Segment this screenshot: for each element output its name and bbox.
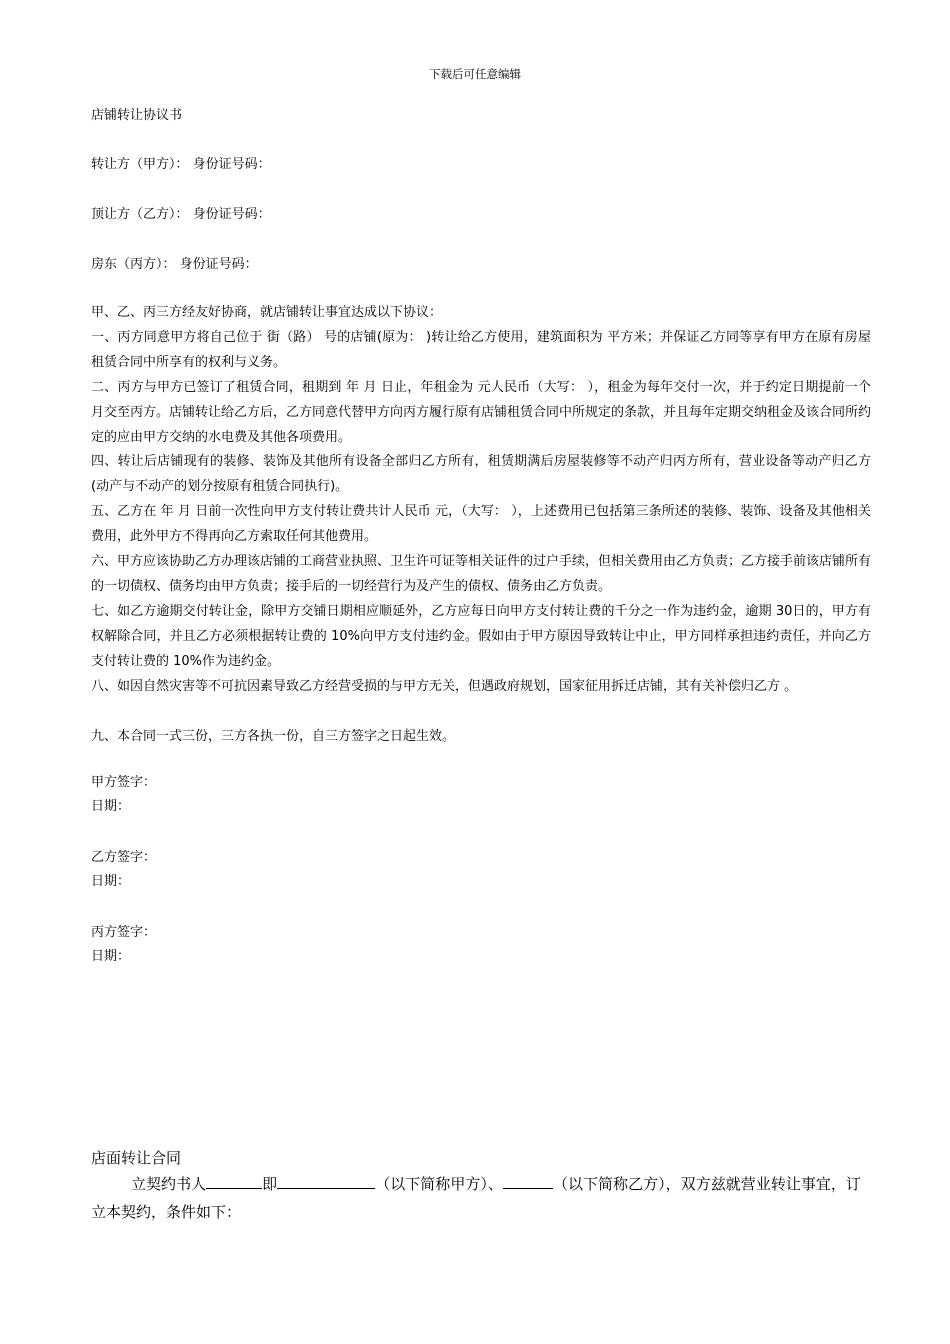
clause-1: 一、丙方同意甲方将自己位于 街（路） 号的店铺(原为： )转让给乙方使用，建筑面积为 平方米；并保证乙方同等享有甲方在原有房屋租赁合同中所享有的权利与义务。 bbox=[91, 329, 871, 370]
contract-intro-paragraph bbox=[91, 1170, 861, 1226]
blank-line bbox=[503, 1173, 553, 1189]
signature-label: 乙方签字： bbox=[91, 850, 157, 865]
signature-block-party-a bbox=[91, 771, 156, 819]
clause-6: 六、甲方应该协助乙方办理该店铺的工商营业执照、卫生许可证等相关证件的过户手续，但相关费用由乙方负责；乙方接手前该店铺所有的一切债权、债务均由甲方负责；接手后的一切经营行为及产生的债权、债务由乙方负责。 bbox=[91, 554, 872, 594]
signature-block-party-b bbox=[91, 846, 156, 894]
page-header-note: 下载后可任意编辑 bbox=[429, 67, 521, 81]
clause-5: 五、乙方在 年 月 日前一次性向甲方支付转让费共计人民币 元，（大写： ），上述费用已包括第三条所述的装修、装饰、设备及其他相关费用，此外甲方不得再向乙方索取任何其他费用。 bbox=[91, 504, 871, 545]
clause-2: 二、丙方与甲方已签订了租赁合同，租期到 年 月 日止，年租金为 元人民币（大写： ），租金为每年交付一次，并于约定日期提前一个月交至丙方。店铺转让给乙方后，乙方同意代替甲方向丙方履行原有店铺租赁合同中所规定的条款，并且每年定期交纳租金及该合同所约定的应由甲方交纳的水电费及其他各项费用。 bbox=[91, 379, 872, 445]
clause-8: 八、如因自然灾害等不可抗因素导致乙方经营受损的与甲方无关，但遇政府规划，国家征用拆迁店铺，其有关补偿归乙方 。 bbox=[91, 678, 798, 694]
party-b-designation: （以下简称乙方），双方兹就营业转让事宜，订立本契约，条件如下： bbox=[91, 1175, 861, 1221]
party-a-designation: （以下简称甲方）、 bbox=[375, 1175, 503, 1193]
clause-7: 七、如乙方逾期交付转让金，除甲方交铺日期相应顺延外，乙方应每日向甲方支付转让费的千分之一作为违约金，逾期 30日的，甲方有权解除合同，并且乙方必须根据转让费的 10%向甲方支付违约金。假如由于甲方原因导致转让中止，甲方同样承担违约责任，并向乙方支付转让费的 10%作为违约金。 bbox=[91, 603, 871, 669]
contract-signer-label: 立契约书人 bbox=[131, 1175, 207, 1193]
transferor-line: 转让方（甲方）： 身份证号码： bbox=[91, 157, 271, 172]
second-document-title: 店面转让合同 bbox=[91, 1149, 182, 1167]
second-document-body bbox=[91, 1170, 861, 1226]
landlord-line: 房东（丙方）： 身份证号码： bbox=[91, 257, 258, 272]
date-label: 日期： bbox=[91, 799, 131, 814]
agreement-body bbox=[91, 301, 871, 700]
agreement-intro: 甲、乙、丙三方经友好协商，就店铺转让事宜达成以下协议： bbox=[91, 305, 443, 320]
blank-line bbox=[206, 1173, 262, 1189]
clause-9: 九、本合同一式三份，三方各执一份，自三方签字之日起生效。 bbox=[91, 729, 456, 744]
contract-alias-label: 即 bbox=[262, 1175, 278, 1193]
clause-4: 四、转让后店铺现有的装修、装饰及其他所有设备全部归乙方所有，租赁期满后房屋装修等不动产归丙方所有，营业设备等动产归乙方(动产与不动产的划分按原有租赁合同执行)。 bbox=[91, 454, 871, 495]
date-label: 日期： bbox=[91, 874, 131, 889]
document-title: 店铺转让协议书 bbox=[91, 108, 183, 123]
blank-line bbox=[277, 1173, 375, 1189]
signature-block-party-c bbox=[91, 921, 156, 969]
transferee-line: 顶让方（乙方）： 身份证号码： bbox=[91, 207, 271, 222]
signature-label: 丙方签字： bbox=[91, 925, 157, 940]
signature-label: 甲方签字： bbox=[91, 775, 157, 790]
date-label: 日期： bbox=[91, 949, 131, 964]
